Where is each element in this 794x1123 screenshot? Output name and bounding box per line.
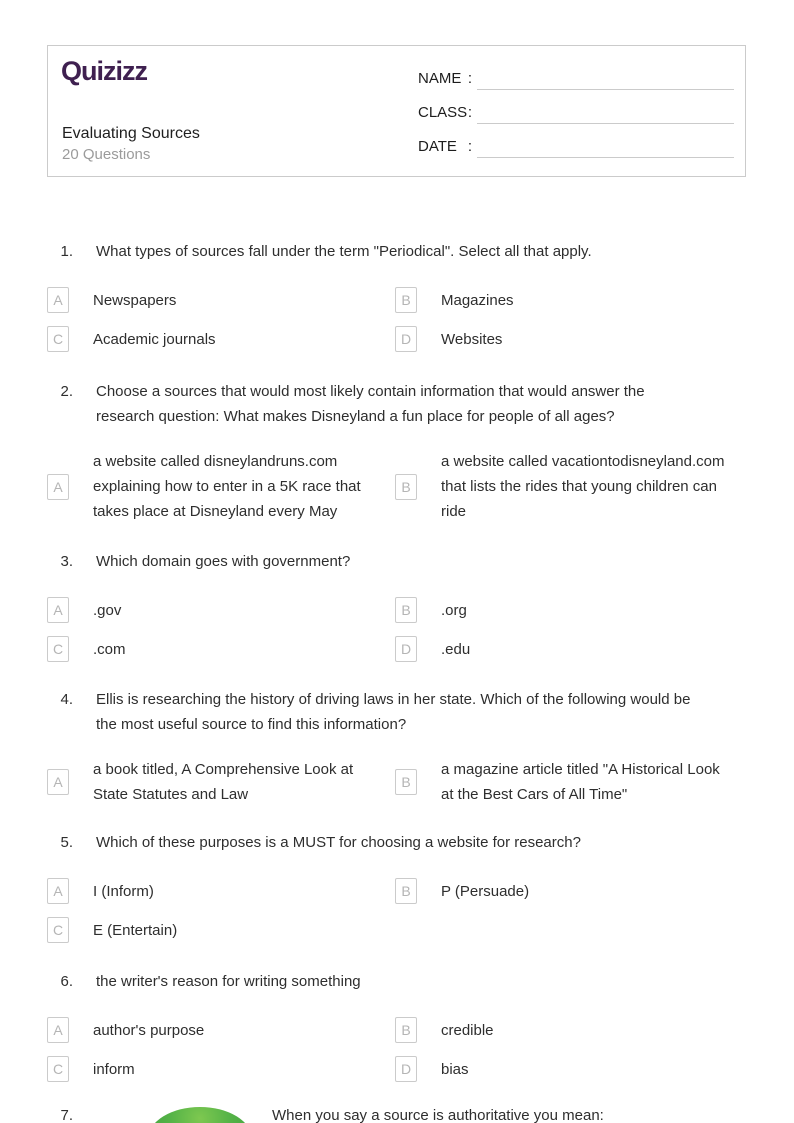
question-text: Which of these purposes is a MUST for choosing a website for research? <box>96 834 581 851</box>
question-4 <box>47 687 747 807</box>
question-5-option-a[interactable] <box>47 878 395 904</box>
question-1 <box>47 239 747 352</box>
option-text: I (Inform) <box>93 882 154 900</box>
option-text: .com <box>93 640 126 658</box>
option-checkbox-b[interactable]: B <box>395 1017 417 1043</box>
question-4-option-a[interactable] <box>47 757 395 807</box>
option-checkbox-b[interactable]: B <box>395 769 417 795</box>
question-text: When you say a source is authoritative you mean: <box>272 1107 604 1123</box>
option-checkbox-a[interactable]: A <box>47 1017 69 1043</box>
question-header <box>47 969 747 994</box>
question-header <box>47 687 747 737</box>
question-count: 20 Questions <box>62 146 151 163</box>
answer-options <box>47 449 747 524</box>
option-checkbox-d[interactable]: D <box>395 636 417 662</box>
green-sphere-graphic <box>148 1107 252 1123</box>
option-checkbox-d[interactable]: D <box>395 1056 417 1082</box>
option-text: Magazines <box>441 291 514 309</box>
question-5-option-c[interactable] <box>47 917 395 943</box>
question-number: 3. <box>60 553 73 570</box>
question-number: 2. <box>60 383 73 400</box>
quizizz-logo: Quizizz <box>61 56 147 86</box>
field-label-text: NAME <box>418 70 462 87</box>
option-text: a website called vacationtodisneyland.com that lists the rides that young children can ride <box>441 453 725 520</box>
field-colon: : <box>467 70 472 87</box>
question-3-option-b[interactable] <box>395 597 747 623</box>
option-text: Newspapers <box>93 291 177 309</box>
option-checkbox-a[interactable]: A <box>47 287 69 313</box>
answer-options <box>47 878 747 943</box>
question-text: Choose a sources that would most likely contain information that would answer the research question: What makes Disneyland a fun place for people of all ages? <box>96 383 645 425</box>
question-5-option-b[interactable] <box>395 878 747 904</box>
question-text: What types of sources fall under the term "Periodical". Select all that apply. <box>96 243 592 260</box>
question-number: 1. <box>60 243 73 260</box>
question-header <box>47 549 747 574</box>
option-checkbox-b[interactable]: B <box>395 597 417 623</box>
option-text: author's purpose <box>93 1021 205 1039</box>
question-header <box>47 239 747 264</box>
question-text: Which domain goes with government? <box>96 553 351 570</box>
question-number: 7. <box>60 1107 73 1123</box>
option-checkbox-c[interactable]: C <box>47 636 69 662</box>
question-1-option-d[interactable] <box>395 326 747 352</box>
question-3-option-a[interactable] <box>47 597 395 623</box>
question-6-option-b[interactable] <box>395 1017 747 1043</box>
answer-options <box>47 597 747 662</box>
question-3-option-d[interactable] <box>395 636 747 662</box>
option-text: a magazine article titled "A Historical Look at the Best Cars of All Time" <box>441 761 720 803</box>
option-checkbox-b[interactable]: B <box>395 878 417 904</box>
field-label-text: CLASS <box>418 104 468 121</box>
option-text: a website called disneylandruns.com explaining how to enter in a 5K race that takes place at Disneyland every May <box>93 453 361 520</box>
question-5 <box>47 830 747 943</box>
answer-options <box>47 757 747 807</box>
field-label-text: DATE <box>418 138 457 155</box>
question-text: Ellis is researching the history of driving laws in her state. Which of the following would be the most useful source to find this information? <box>96 691 691 733</box>
question-6-option-d[interactable] <box>395 1056 747 1082</box>
question-2-option-a[interactable] <box>47 449 395 524</box>
question-1-option-b[interactable] <box>395 287 747 313</box>
option-text: bias <box>441 1060 469 1078</box>
question-text: the writer's reason for writing something <box>96 973 361 990</box>
option-text: .org <box>441 601 467 619</box>
option-checkbox-a[interactable]: A <box>47 474 69 500</box>
question-2-option-b[interactable] <box>395 449 747 524</box>
question-header <box>47 830 747 855</box>
option-text: a book titled, A Comprehensive Look at State Statutes and Law <box>93 761 354 803</box>
option-text: Academic journals <box>93 330 216 348</box>
question-7 <box>47 1103 747 1123</box>
question-number: 4. <box>60 691 73 708</box>
question-3 <box>47 549 747 662</box>
option-checkbox-a[interactable]: A <box>47 769 69 795</box>
option-text: inform <box>93 1060 135 1078</box>
question-1-option-c[interactable] <box>47 326 395 352</box>
option-checkbox-b[interactable]: B <box>395 474 417 500</box>
option-text: E (Entertain) <box>93 921 178 939</box>
option-checkbox-a[interactable]: A <box>47 597 69 623</box>
question-3-option-c[interactable] <box>47 636 395 662</box>
option-checkbox-b[interactable]: B <box>395 287 417 313</box>
option-text: P (Persuade) <box>441 882 530 900</box>
answer-options <box>47 1017 747 1082</box>
question-6-option-a[interactable] <box>47 1017 395 1043</box>
field-colon: : <box>467 104 472 121</box>
option-checkbox-c[interactable]: C <box>47 326 69 352</box>
option-checkbox-c[interactable]: C <box>47 917 69 943</box>
option-text: .gov <box>93 601 122 619</box>
question-header <box>47 379 747 429</box>
option-checkbox-d[interactable]: D <box>395 326 417 352</box>
option-text: Websites <box>441 330 503 348</box>
question-number: 5. <box>60 834 73 851</box>
question-4-option-b[interactable] <box>395 757 747 807</box>
question-6-option-c[interactable] <box>47 1056 395 1082</box>
option-checkbox-a[interactable]: A <box>47 878 69 904</box>
question-6 <box>47 969 747 1082</box>
question-image-thumbnail <box>118 1103 264 1123</box>
questions-list <box>47 0 747 1123</box>
worksheet-title: Evaluating Sources <box>62 125 200 142</box>
question-number: 6. <box>60 973 73 990</box>
question-1-option-a[interactable] <box>47 287 395 313</box>
option-checkbox-c[interactable]: C <box>47 1056 69 1082</box>
option-text: .edu <box>441 640 471 658</box>
option-text: credible <box>441 1021 494 1039</box>
answer-options <box>47 287 747 352</box>
field-colon: : <box>467 138 472 155</box>
question-2 <box>47 379 747 524</box>
question-header <box>47 1103 747 1123</box>
